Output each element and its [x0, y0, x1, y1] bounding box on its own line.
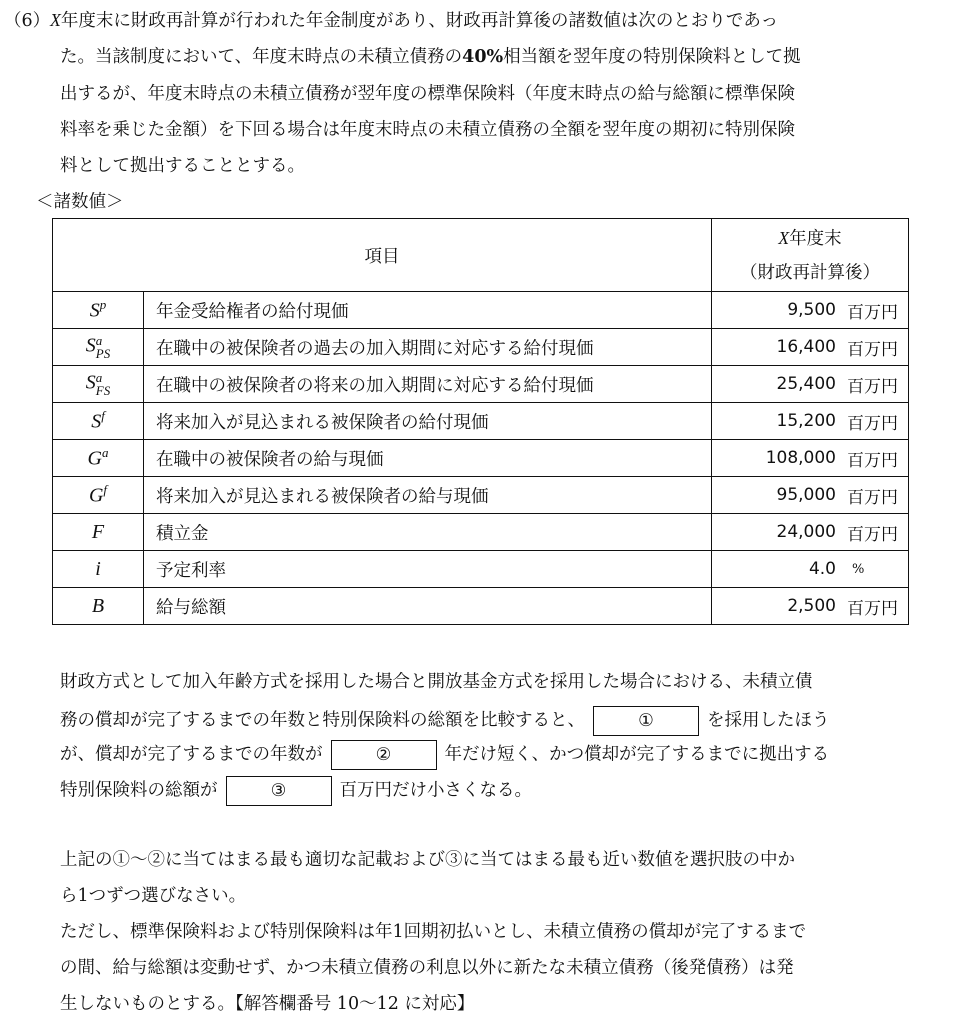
intro-text: 年度末に財政再計算が行われた年金制度があり、財政再計算後の諸数値は次のとおりであっ	[60, 11, 779, 31]
row-value: 4.0	[808, 559, 836, 579]
question-line-1: 財政方式として加入年齢方式を採用した場合と開放基金方式を採用した場合における、未積立債	[60, 672, 813, 692]
row-value: 25,400	[776, 374, 836, 394]
question-text: 特別保険料の総額が	[60, 780, 218, 801]
row-symbol	[53, 514, 144, 551]
symbol: S	[89, 299, 100, 322]
problem-intro-line-3: 出するが、年度末時点の未積立債務が翌年度の標準保険料（年度末時点の給与総額に標準保険	[60, 84, 795, 104]
instruction-line-1: 上記の①～②に当てはまる最も適切な記載および③に当てはまる最も近い数値を選択肢の中か	[60, 850, 795, 870]
problem-intro-line-1	[4, 8, 778, 33]
row-unit: 百万円	[847, 487, 898, 508]
question-text: を採用したほう	[707, 710, 830, 731]
row-value-cell	[712, 477, 909, 514]
values-table	[52, 218, 909, 625]
row-symbol	[53, 551, 144, 588]
row-symbol	[53, 440, 144, 477]
symbol-superscript: f	[103, 482, 108, 498]
symbol: G	[88, 484, 104, 507]
symbol-superscript: a	[101, 445, 109, 461]
symbol-subscript: FS	[95, 383, 111, 398]
row-unit: 百万円	[847, 376, 898, 397]
table-row	[53, 477, 909, 514]
table-caption: ＜諸数値＞	[36, 192, 124, 212]
symbol: S	[85, 334, 96, 357]
row-value-cell	[712, 292, 909, 329]
row-label: 将来加入が見込まれる被保険者の給付現価	[144, 403, 712, 440]
row-label: 在職中の被保険者の過去の加入期間に対応する給付現価	[144, 329, 712, 366]
row-symbol	[53, 329, 144, 366]
table-row	[53, 514, 909, 551]
symbol: S	[85, 371, 96, 394]
row-unit: 百万円	[847, 302, 898, 323]
instruction-text: 生しないものとする。	[60, 994, 235, 1014]
question-text: 務の償却が完了するまでの年数と特別保険料の総額を比較すると、	[60, 710, 585, 731]
row-unit: 百万円	[847, 450, 898, 471]
instruction-line-5	[60, 992, 474, 1016]
row-value-cell	[712, 514, 909, 551]
row-symbol	[53, 588, 144, 625]
row-value-cell	[712, 440, 909, 477]
row-value-cell	[712, 588, 909, 625]
row-value-cell	[712, 366, 909, 403]
instruction-line-4: の間、給与総額は変動せず、かつ未積立債務の利息以外に新たな未積立債務（後発債務）は発	[60, 958, 794, 978]
question-text: が、償却が完了するまでの年数が	[60, 744, 323, 765]
row-value: 95,000	[776, 485, 836, 505]
row-symbol	[53, 403, 144, 440]
row-label: 在職中の被保険者の将来の加入期間に対応する給付現価	[144, 366, 712, 403]
symbol-scripts	[96, 334, 110, 360]
row-value-cell	[712, 329, 909, 366]
problem-number: （6）	[4, 11, 51, 31]
blank-1: ①	[593, 706, 699, 736]
table-row	[53, 366, 909, 403]
row-value: 24,000	[776, 522, 836, 542]
symbol: i	[95, 557, 101, 580]
symbol-superscript: f	[101, 408, 105, 424]
row-label: 給与総額	[144, 588, 712, 625]
question-text: 年だけ短く、かつ償却が完了するまでに拠出する	[444, 744, 830, 765]
header-value-column	[712, 219, 909, 292]
table-row	[53, 329, 909, 366]
blank-3: ③	[226, 776, 332, 806]
table-row	[53, 588, 909, 625]
row-value: 16,400	[776, 337, 836, 357]
row-unit: %	[852, 561, 865, 577]
symbol-superscript: a	[95, 370, 103, 385]
symbol: F	[91, 520, 105, 543]
row-symbol	[53, 477, 144, 514]
intro-text: 相当額を翌年度の特別保険料として拠	[503, 47, 801, 67]
row-unit: 百万円	[847, 413, 898, 434]
symbol-subscript: PS	[95, 346, 111, 361]
question-line-2	[60, 706, 830, 736]
table-header-row	[53, 219, 909, 292]
symbol-superscript: p	[99, 297, 107, 313]
header-col-line-2: （財政再計算後）	[740, 262, 880, 283]
problem-intro-line-2	[60, 45, 801, 69]
blank-2: ②	[331, 740, 437, 770]
header-col-line-1	[712, 221, 908, 256]
answer-field-reference: 【解答欄番号 10～12 に対応】	[235, 994, 475, 1014]
table-row	[53, 551, 909, 588]
row-value: 108,000	[765, 448, 836, 468]
row-value: 2,500	[787, 596, 836, 616]
row-label: 予定利率	[144, 551, 712, 588]
header-year-end: 年度末	[789, 228, 842, 249]
instruction-line-2: ら1つずつ選びなさい。	[60, 886, 247, 906]
intro-text: た。当該制度において、年度末時点の未積立債務の	[60, 47, 463, 67]
symbol: S	[91, 410, 102, 433]
symbol: B	[91, 594, 105, 617]
row-label: 在職中の被保険者の給与現価	[144, 440, 712, 477]
instruction-line-3: ただし、標準保険料および特別保険料は年1回期初払いとし、未積立債務の償却が完了するまで	[60, 922, 807, 942]
question-text: 百万円だけ小さくなる。	[339, 780, 532, 801]
row-label: 将来加入が見込まれる被保険者の給与現価	[144, 477, 712, 514]
table-row	[53, 292, 909, 329]
problem-intro-line-5: 料として拠出することとする。	[60, 156, 305, 176]
symbol-scripts	[96, 371, 110, 397]
row-symbol	[53, 366, 144, 403]
question-line-3	[60, 740, 829, 770]
row-label: 積立金	[144, 514, 712, 551]
row-value-cell	[712, 403, 909, 440]
percentage-bold: 40%	[462, 47, 504, 67]
table-row	[53, 440, 909, 477]
problem-intro-line-4: 料率を乗じた金額）を下回る場合は年度末時点の未積立債務の全額を翌年度の期初に特別保険	[60, 120, 795, 140]
table-row	[53, 403, 909, 440]
row-label: 年金受給権者の給付現価	[144, 292, 712, 329]
year-variable: X	[50, 10, 61, 30]
header-item: 項目	[53, 219, 712, 292]
question-line-4	[60, 776, 532, 806]
row-unit: 百万円	[847, 598, 898, 619]
row-unit: 百万円	[847, 339, 898, 360]
row-symbol	[53, 292, 144, 329]
row-value-cell	[712, 551, 909, 588]
row-value: 15,200	[776, 411, 836, 431]
row-value: 9,500	[787, 300, 836, 320]
symbol-superscript: a	[95, 333, 103, 348]
row-unit: 百万円	[847, 524, 898, 545]
symbol: G	[87, 447, 102, 470]
year-variable: X	[778, 227, 790, 248]
